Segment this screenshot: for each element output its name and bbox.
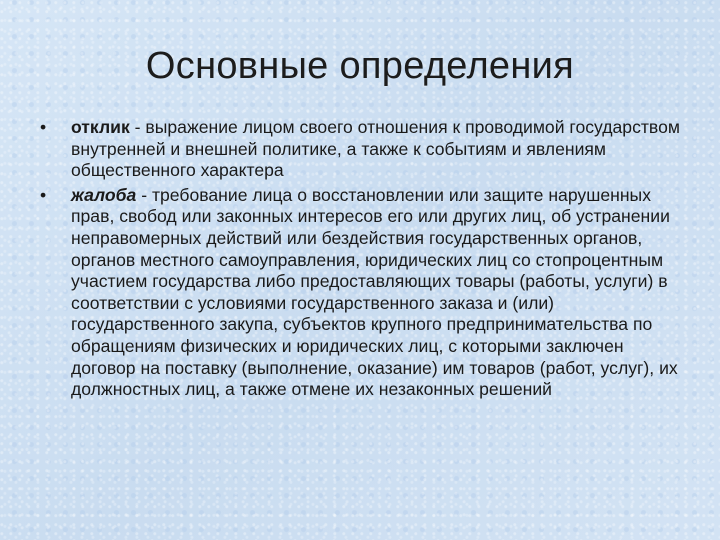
list-item xyxy=(40,185,690,401)
definition-text: - выражение лицом своего отношения к проводимой государством внутренней и внешней политике, а также к событиям и явлениям общественного характера xyxy=(71,117,680,181)
bullet-icon: • xyxy=(40,184,47,205)
bullet-icon: • xyxy=(40,117,47,137)
definition-term: жалоба xyxy=(71,184,137,205)
slide-title: Основные определения xyxy=(145,45,575,87)
list-item xyxy=(40,117,690,182)
definitions-list xyxy=(40,117,690,401)
definition-term: отклик xyxy=(71,117,130,137)
definition-text: - требование лица о восстановлении или защите нарушенных прав, свобод или законных интересов его или других лиц, об устранении неправомерных действий или бездействия государственных органов, органов местного самоуправления, юридических лиц со стопроцентным участием государства либо предоставляющих товары (работы, услуги) в соответствии с условиями государственного заказа и (или) государственного закупа, субъектов крупного предпринимательства по обращениям физических и юридических лиц, с которыми заключен договор на поставку (выполнение, оказание) им товаров (работ, услуг), их должностных лиц, а также отмене их незаконных решений xyxy=(71,184,678,400)
